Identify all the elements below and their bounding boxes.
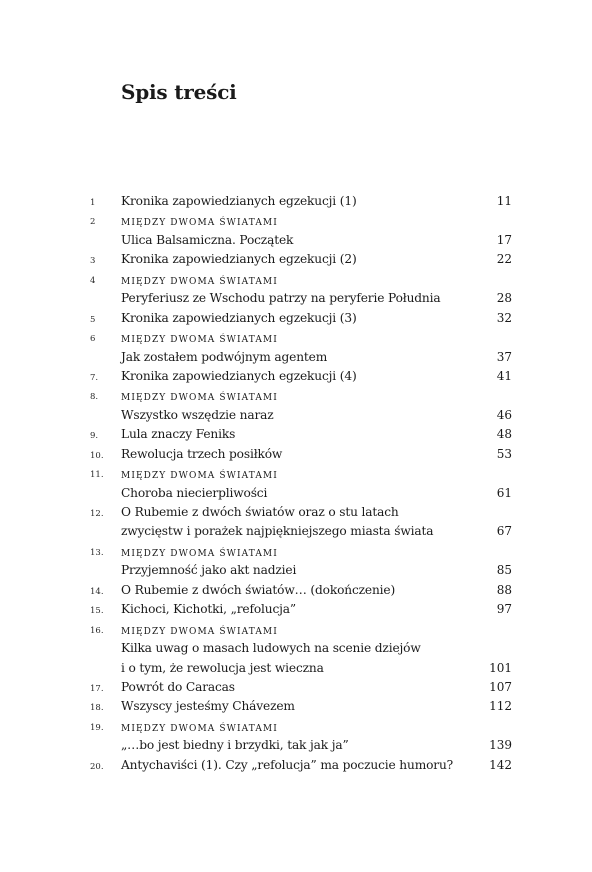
toc-entry [0,756,592,775]
section-label: MIĘDZY DWOMA ŚWIATAMI [121,471,278,482]
chapter-number: 2 [90,217,96,228]
chapter-title: „…bo jest biedny i brzydki, tak jak ja” [121,738,349,753]
toc-entry [0,717,592,736]
chapter-number: 3 [90,256,96,267]
toc-entry [0,289,592,308]
chapter-title: Powrót do Caracas [121,679,235,694]
toc-entry [0,678,592,697]
chapter-title: Kilka uwag o masach ludowych na scenie dziejów [121,641,421,656]
chapter-number: 6 [90,334,96,345]
page-number: 11 [496,194,512,208]
toc-entry [0,348,592,367]
chapter-title: Wszyscy jesteśmy Chávezem [121,699,295,714]
page-number: 142 [489,757,512,772]
toc-entry [0,250,592,269]
toc-entry [0,425,592,444]
section-label: MIĘDZY DWOMA ŚWIATAMI [121,218,278,229]
toc-entry [0,697,592,716]
chapter-number: 19. [90,722,104,733]
page-number: 17 [496,232,512,247]
page-title: Spis treści [121,80,237,104]
chapter-title: Jak zostałem podwójnym agentem [121,349,328,364]
toc-entry [0,270,592,289]
section-label: MIĘDZY DWOMA ŚWIATAMI [121,393,278,404]
chapter-title: Ulica Balsamiczna. Początek [121,232,294,247]
section-label: MIĘDZY DWOMA ŚWIATAMI [121,723,278,734]
section-label: MIĘDZY DWOMA ŚWIATAMI [121,626,278,637]
chapter-number: 15. [90,606,104,617]
page-number: 22 [496,252,512,267]
chapter-title: Kronika zapowiedzianych egzekucji (1) [121,194,357,208]
chapter-number: 9. [90,431,99,442]
page-number: 101 [489,660,512,675]
chapter-title: i o tym, że rewolucja jest wieczna [121,660,324,675]
chapter-number: 11. [90,470,104,481]
chapter-title: Kronika zapowiedzianych egzekucji (4) [121,368,357,383]
toc-entry [0,503,592,522]
page-number: 37 [496,349,512,364]
chapter-title: Kronika zapowiedzianych egzekucji (2) [121,252,357,267]
chapter-title: Antychaviści (1). Czy „refolucja” ma poczucie humoru? [121,757,454,772]
toc-entry [0,464,592,483]
toc-entry [0,561,592,580]
toc-entry [0,484,592,503]
toc-entry [0,639,592,658]
toc-entry [0,522,592,541]
chapter-number: 20. [90,761,104,772]
chapter-title: Peryferiusz ze Wschodu patrzy na peryferie Południa [121,291,441,306]
toc-entry [0,581,592,600]
toc-entry [0,659,592,678]
toc-entry [0,367,592,386]
chapter-number: 4 [90,275,96,286]
page-number: 112 [489,699,512,714]
page-number: 41 [496,368,512,383]
page-number: 85 [496,563,512,578]
toc-entry [0,406,592,425]
table-of-contents [0,192,592,775]
chapter-number: 14. [90,586,104,597]
toc-entry [0,445,592,464]
chapter-title: O Rubemie z dwóch światów… (dokończenie) [121,582,396,597]
page-number: 46 [496,407,512,422]
chapter-title: Wszystko wszędzie naraz [121,407,274,422]
toc-entry [0,600,592,619]
toc-entry [0,736,592,755]
toc-entry [0,231,592,250]
page-number: 139 [489,738,512,753]
chapter-number: 7. [90,372,99,383]
chapter-number: 18. [90,703,104,714]
page-number: 32 [496,310,512,325]
chapter-title: Przyjemność jako akt nadziei [121,563,297,578]
page-number: 61 [496,485,512,500]
page-number: 28 [496,291,512,306]
page-number: 48 [496,427,512,442]
chapter-number: 8. [90,392,99,403]
page-number: 107 [489,679,512,694]
chapter-number: 5 [90,314,96,325]
chapter-number: 16. [90,625,104,636]
section-label: MIĘDZY DWOMA ŚWIATAMI [121,548,278,559]
chapter-number: 10. [90,450,104,461]
toc-entry [0,620,592,639]
page-number: 97 [496,602,512,617]
chapter-title: Kichoci, Kichotki, „refolucja” [121,602,296,617]
page-number: 67 [496,524,512,539]
chapter-number: 1 [90,198,96,208]
chapter-title: Lula znaczy Feniks [121,427,236,442]
toc-entry [0,192,592,211]
toc-entry [0,309,592,328]
section-label: MIĘDZY DWOMA ŚWIATAMI [121,276,278,287]
toc-entry [0,328,592,347]
page-number: 88 [496,582,512,597]
chapter-title: O Rubemie z dwóch światów oraz o stu latach [121,505,399,519]
chapter-number: 12. [90,509,104,519]
section-label: MIĘDZY DWOMA ŚWIATAMI [121,335,278,346]
chapter-number: 13. [90,547,104,558]
toc-entry [0,211,592,230]
chapter-title: Kronika zapowiedzianych egzekucji (3) [121,310,357,325]
toc-entry [0,542,592,561]
toc-entry [0,386,592,405]
chapter-title: zwycięstw i porażek najpiękniejszego miasta świata [121,524,434,539]
chapter-title: Rewolucja trzech posiłków [121,446,283,461]
chapter-title: Choroba niecierpliwości [121,485,268,500]
chapter-number: 17. [90,683,104,694]
page-number: 53 [496,446,512,461]
